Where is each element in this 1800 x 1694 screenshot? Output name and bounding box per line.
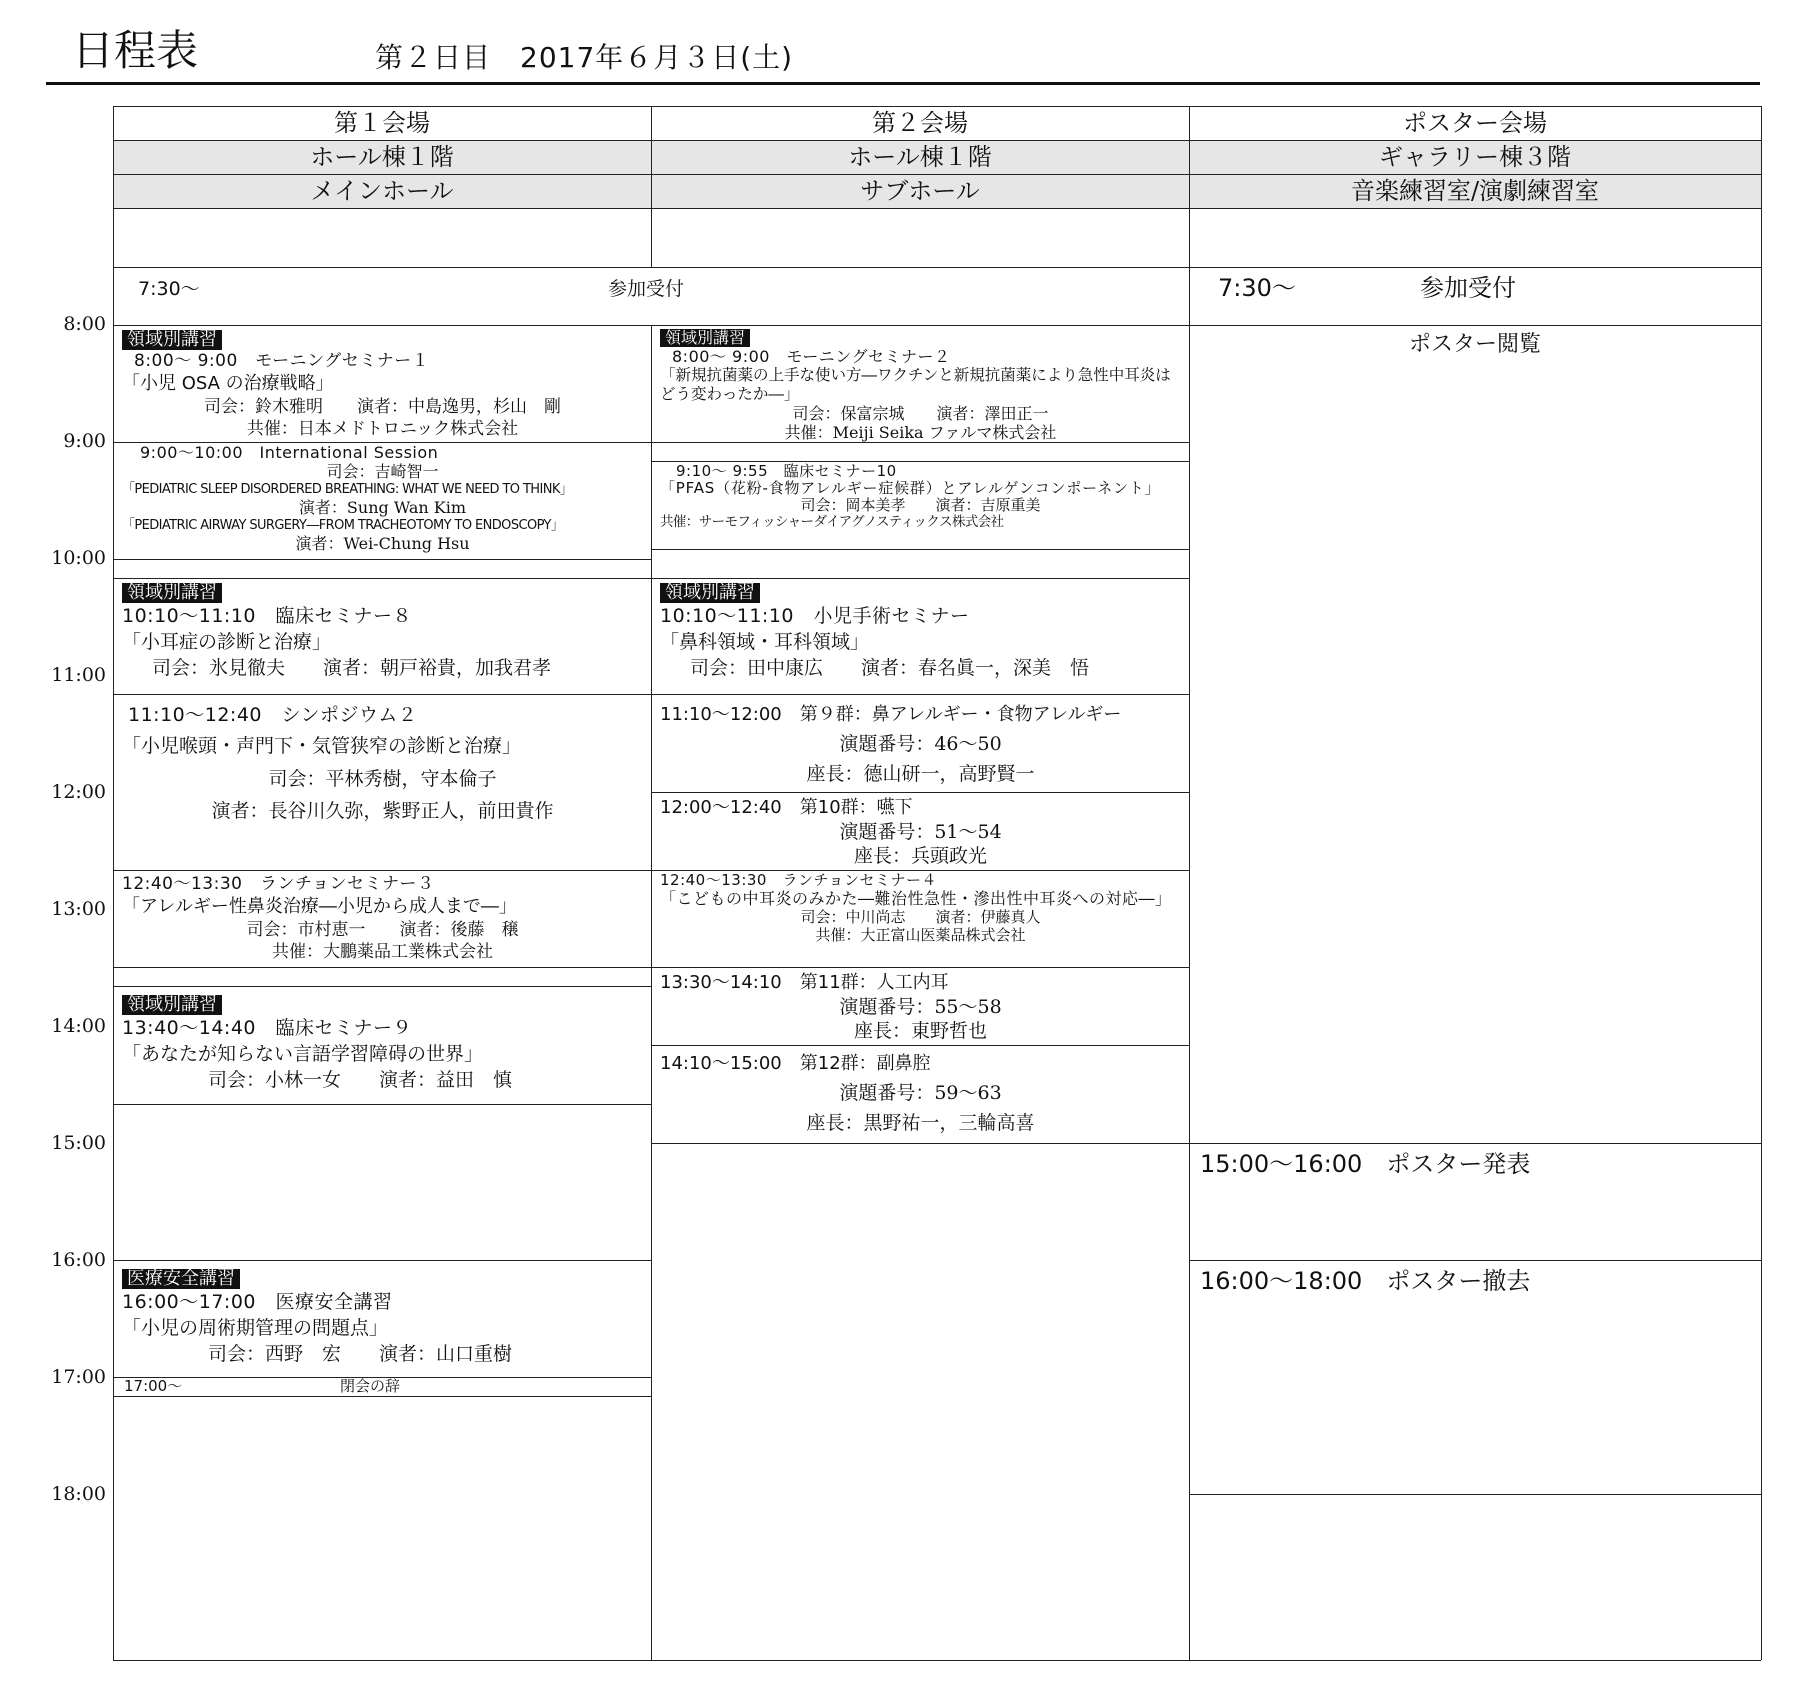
venue-name-3: ポスター会場 xyxy=(1403,109,1547,137)
time-label: 18:00 xyxy=(51,1483,106,1505)
area-tag: 領域別講習 xyxy=(122,330,222,350)
session-sponsor: 共催：サーモフィッシャーダイアグノスティックス株式会社 xyxy=(660,514,1004,530)
session-title: 「鼻科領域・耳科領域」 xyxy=(660,631,870,653)
session-chairs: 座長：德山研一，高野賢一 xyxy=(806,763,1035,785)
session-time: 12:00～12:40 第10群：嚥下 xyxy=(660,797,913,818)
time-label: 9:00 xyxy=(63,430,106,452)
session-time: 11:10～12:00 第９群：鼻アレルギー・食物アレルギー xyxy=(660,704,1122,725)
session-group-9 xyxy=(652,695,1189,792)
venue-building-row xyxy=(113,140,1761,174)
session-chair: 司会：氷見徹夫 演者：朝戸裕貴，加我君孝 xyxy=(152,657,552,679)
area-tag: 領域別講習 xyxy=(122,995,222,1015)
session-title: 「小耳症の診断と治療」 xyxy=(122,631,332,653)
session-time: 14:10～15:00 第12群：副鼻腔 xyxy=(660,1053,931,1074)
session-clinical-seminar-8 xyxy=(114,579,651,694)
time-label: 10:00 xyxy=(51,547,106,569)
session-symposium-2 xyxy=(114,695,651,870)
time-label: 17:00 xyxy=(51,1366,106,1388)
time-label: 13:00 xyxy=(51,898,106,920)
closing-label: 閉会の辞 xyxy=(340,1377,401,1395)
area-tag: 領域別講習 xyxy=(122,583,222,603)
session-numbers: 演題番号：51～54 xyxy=(839,821,1002,843)
venue-room-3: 音楽練習室/演劇練習室 xyxy=(1350,177,1600,205)
session-speakers: 演者：長谷川久弥，紫野正人，前田貴作 xyxy=(211,800,554,822)
session-numbers: 演題番号：55～58 xyxy=(839,996,1002,1018)
session-chair: 司会：中川尚志 演者：伊藤真人 xyxy=(800,908,1041,926)
venue-room-row xyxy=(113,174,1761,208)
session-group-10 xyxy=(652,793,1189,870)
session-title: 「こどもの中耳炎のみかた―難治性急性・滲出性中耳炎への対応―」 xyxy=(660,889,1172,908)
session-sponsor: 共催：Meiji Seika ファルマ株式会社 xyxy=(784,423,1057,442)
session-chairs: 座長：黒野祐一，三輪高喜 xyxy=(806,1112,1035,1134)
title-rule xyxy=(46,82,1760,85)
venue-room-1: メインホール xyxy=(310,177,454,205)
venue-name-2: 第２会場 xyxy=(872,109,968,137)
session-chair: 司会：市村恵一 演者：後藤 穣 xyxy=(246,920,519,940)
poster-reception-time: 7:30～ xyxy=(1218,274,1296,302)
session-chair: 司会：小林一女 演者：益田 慎 xyxy=(208,1069,513,1091)
session-chair: 司会：保富宗城 演者：澤田正一 xyxy=(792,404,1049,423)
session-chair: 司会：平林秀樹，守本倫子 xyxy=(268,768,497,790)
page-date: 第２日目 2017年６月３日(土) xyxy=(375,41,794,74)
session-clinical-seminar-10 xyxy=(652,462,1189,549)
closing-time: 17:00～ xyxy=(124,1377,183,1395)
session-international xyxy=(114,443,651,559)
session-title: 「小児の周術期管理の問題点」 xyxy=(122,1317,389,1339)
page-title: 日程表 xyxy=(72,26,199,75)
session-chair: 司会：田中康広 演者：春名眞一，深美 悟 xyxy=(690,657,1090,679)
session-group-11 xyxy=(652,968,1189,1045)
session-luncheon-seminar-3 xyxy=(114,871,651,967)
session-title: 「あなたが知らない言語学習障碍の世界」 xyxy=(122,1043,484,1065)
session-clinical-seminar-9 xyxy=(114,987,651,1104)
session-time: 16:00～17:00 医療安全講習 xyxy=(122,1291,393,1313)
area-tag: 領域別講習 xyxy=(660,329,750,347)
session-luncheon-seminar-4 xyxy=(652,871,1189,967)
session-group-12 xyxy=(652,1046,1189,1143)
session-title: 「小児 OSA の治療戦略」 xyxy=(122,373,334,394)
venue-room-2: サブホール xyxy=(860,177,980,205)
session-title: 「小児喉頭・声門下・気管狭窄の診断と治療」 xyxy=(122,735,522,757)
venue-building-2: ホール棟１階 xyxy=(848,143,992,171)
session-speaker-2: 演者：Wei-Chung Hsu xyxy=(295,534,470,553)
time-label: 16:00 xyxy=(51,1249,106,1271)
session-numbers: 演題番号：46～50 xyxy=(839,733,1002,755)
session-time: 10:10～11:10 臨床セミナー８ xyxy=(122,605,413,627)
session-speaker-1: 演者：Sung Wan Kim xyxy=(298,498,467,517)
time-label: 8:00 xyxy=(63,313,106,335)
venue-name-row xyxy=(113,106,1761,140)
session-time: 10:10～11:10 小児手術セミナー xyxy=(660,605,970,627)
area-tag: 領域別講習 xyxy=(660,583,760,603)
session-morning-seminar-2 xyxy=(652,326,1189,442)
session-numbers: 演題番号：59～63 xyxy=(839,1082,1002,1104)
time-label: 15:00 xyxy=(51,1132,106,1154)
session-time: 13:40～14:40 臨床セミナー９ xyxy=(122,1017,413,1039)
session-title: 「アレルギー性鼻炎治療―小児から成人まで―」 xyxy=(122,896,517,917)
venue-building-3: ギャラリー棟３階 xyxy=(1379,143,1571,171)
time-label: 12:00 xyxy=(51,781,106,803)
time-label: 14:00 xyxy=(51,1015,106,1037)
session-chair: 司会：吉崎智一 xyxy=(326,462,439,481)
poster-reception-label: 参加受付 xyxy=(1420,274,1516,302)
session-pediatric-surgery xyxy=(652,579,1189,694)
session-chair: 司会：岡本美孝 演者：吉原重美 xyxy=(800,496,1041,514)
session-time: 11:10～12:40 シンポジウム２ xyxy=(128,704,418,726)
session-sponsor: 共催：大鵬薬品工業株式会社 xyxy=(272,942,493,962)
poster-presentation: 15:00～16:00 ポスター発表 xyxy=(1200,1150,1531,1178)
session-title: 「新規抗菌薬の上手な使い方―ワクチンと新規抗菌薬により急性中耳炎はどう変わったか―」 xyxy=(660,366,1171,403)
session-sponsor: 共催：日本メドトロニック株式会社 xyxy=(246,419,519,439)
session-chair: 司会：鈴木雅明 演者：中島逸男，杉山 剛 xyxy=(204,397,561,417)
session-title-2: 「PEDIATRIC AIRWAY SURGERY―FROM TRACHEOTOMY TO ENDOSCOPY」 xyxy=(122,518,564,533)
poster-viewing: ポスター閲覧 xyxy=(1408,332,1541,357)
session-time: 12:40～13:30 ランチョンセミナー３ xyxy=(122,874,435,894)
reception-time: 7:30～ xyxy=(138,278,200,300)
session-medical-safety xyxy=(114,1261,651,1377)
session-title-1: 「PEDIATRIC SLEEP DISORDERED BREATHING: WHAT WE NEED TO THINK」 xyxy=(122,482,573,497)
session-chair: 司会：西野 宏 演者：山口重樹 xyxy=(208,1343,513,1365)
session-time: 8:00～ 9:00 モーニングセミナー２ xyxy=(672,347,951,366)
time-label: 11:00 xyxy=(51,664,106,686)
session-chairs: 座長：東野哲也 xyxy=(853,1020,987,1042)
session-time: 9:00～10:00 International Session xyxy=(140,443,439,462)
session-morning-seminar-1 xyxy=(114,326,651,442)
session-time: 13:30～14:10 第11群：人工内耳 xyxy=(660,972,949,993)
session-time: 8:00～ 9:00 モーニングセミナー１ xyxy=(134,351,430,371)
session-chairs: 座長：兵頭政光 xyxy=(853,845,987,867)
poster-removal: 16:00～18:00 ポスター撤去 xyxy=(1200,1267,1531,1295)
reception-label: 参加受付 xyxy=(608,278,685,300)
venue-building-1: ホール棟１階 xyxy=(310,143,454,171)
session-sponsor: 共催：大正富山医薬品株式会社 xyxy=(815,926,1026,944)
session-time: 12:40～13:30 ランチョンセミナー４ xyxy=(660,871,938,889)
safety-tag: 医療安全講習 xyxy=(122,1269,240,1289)
session-title: 「PFAS（花粉-食物アレルギー症候群）とアレルゲンコンポーネント」 xyxy=(660,479,1161,497)
session-time: 9:10～ 9:55 臨床セミナー10 xyxy=(676,462,897,480)
venue-name-1: 第１会場 xyxy=(334,109,430,137)
